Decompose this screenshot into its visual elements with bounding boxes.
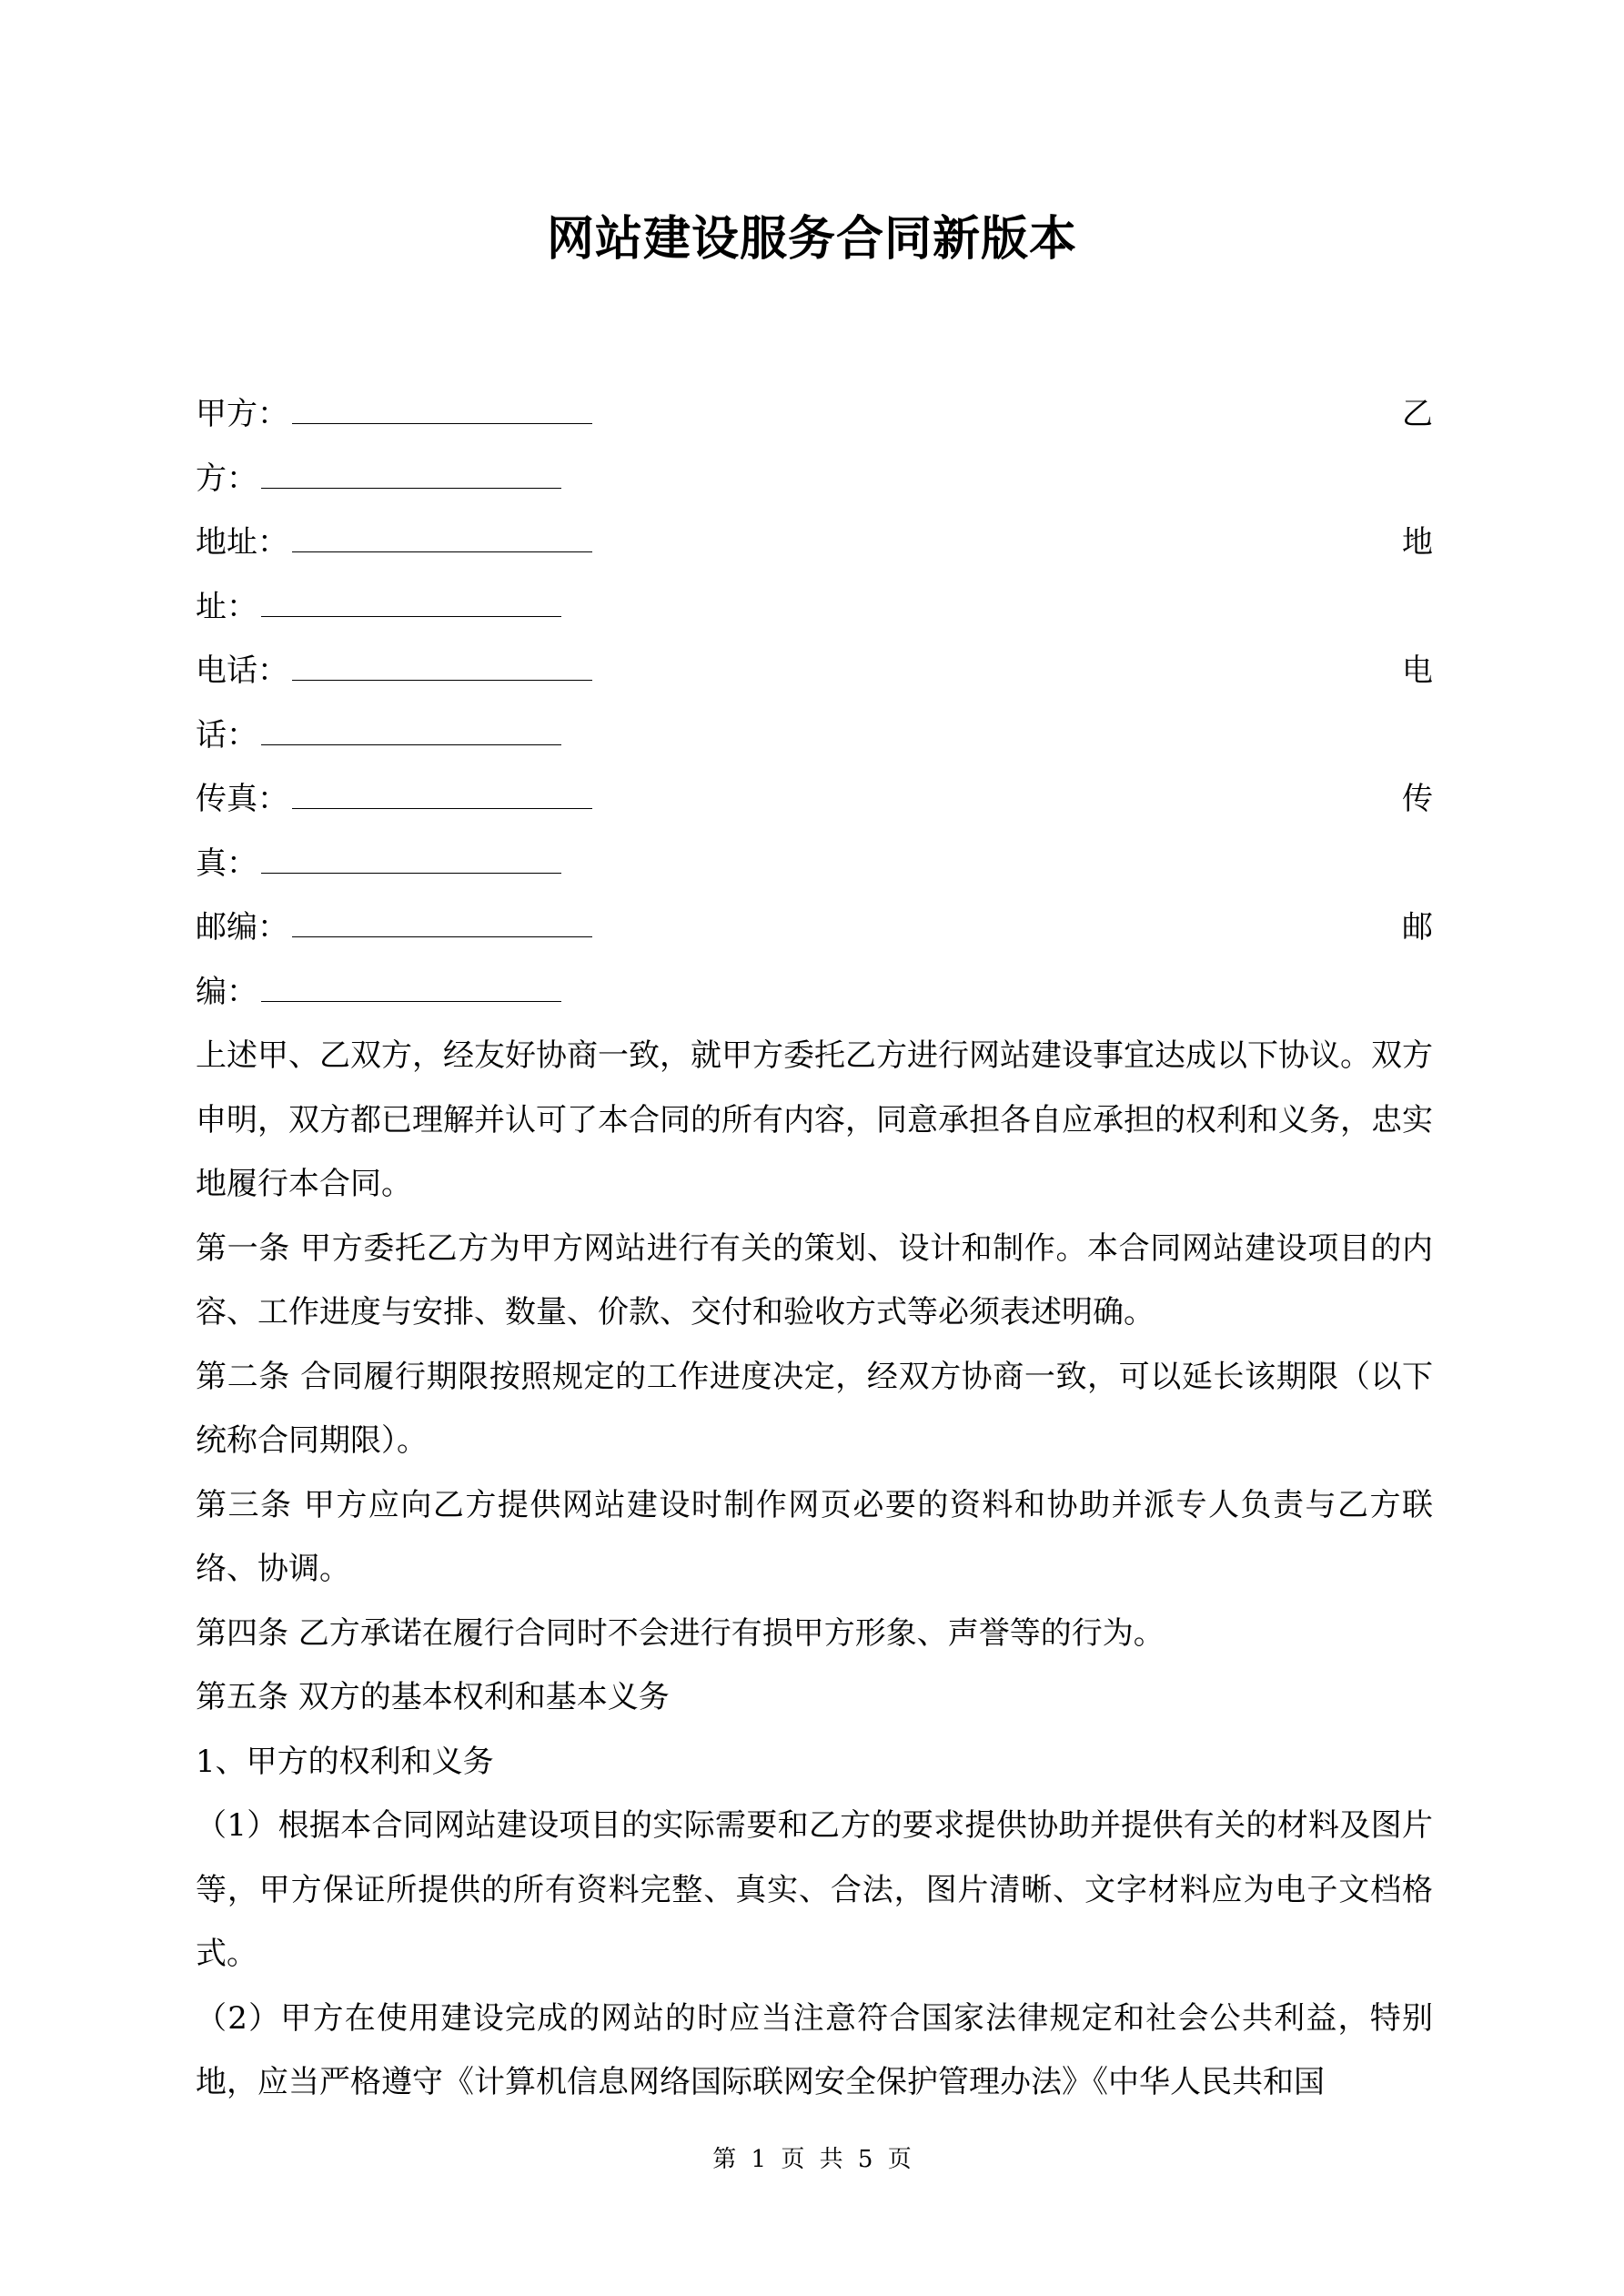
party-b-address-label-end: 址： (196, 588, 257, 625)
party-a-fax-label: 传真： (196, 781, 288, 817)
article-1-paragraph: 第一条 甲方委托乙方为甲方网站进行有关的策划、设计和制作。本合同网站建设项目的内容、工作进度与安排、数量、价款、交付和验收方式等必须表述明确。 (196, 1229, 1433, 1330)
party-b-fax-label-end: 真： (196, 845, 257, 882)
party-b-postcode-label-end: 编： (196, 973, 257, 1010)
party-b-phone-blank[interactable] (261, 708, 561, 745)
party-a-phone-label: 电话： (196, 652, 288, 689)
party-b-phone-label-end: 话： (196, 716, 257, 754)
party-b-postcode-blank[interactable] (261, 965, 561, 1002)
document-body (196, 382, 1433, 2115)
party-b-address-label-start: 地 (1402, 524, 1433, 561)
party-a-phone-blank[interactable] (292, 643, 592, 681)
preamble-paragraph: 上述甲、乙双方，经友好协商一致，就甲方委托乙方进行网站建设事宜达成以下协议。双方申明，双方都已理解并认可了本合同的所有内容，同意承担各自应承担的权利和义务，忠实地履行本合同。 (196, 1037, 1433, 1202)
document-title: 网站建设服务合同新版本 (546, 211, 1077, 267)
page-footer: 第 1 页 共 5 页 (712, 2146, 912, 2173)
party-b-name-blank[interactable] (261, 451, 561, 489)
party-a-name-blank[interactable] (292, 387, 592, 424)
party-a-name-label: 甲方： (196, 396, 288, 432)
party-a-duty-1-paragraph: （1）根据本合同网站建设项目的实际需要和乙方的要求提供协助并提供有关的材料及图片等，甲方保证所提供的所有资料完整、真实、合法，图片清晰、文字材料应为电子文档格式。 (196, 1807, 1433, 1972)
party-a-fax-blank[interactable] (292, 772, 592, 809)
party-b-phone-label-start: 电 (1402, 652, 1433, 689)
party-b-name-row (196, 447, 1433, 511)
party-b-fax-blank[interactable] (261, 836, 561, 874)
party-a-postcode-blank[interactable] (292, 900, 592, 937)
party-row-address (196, 511, 1433, 575)
article-4-paragraph: 第四条 乙方承诺在履行合同时不会进行有损甲方形象、声誉等的行为。 (196, 1614, 1165, 1652)
party-b-fax-row (196, 832, 1433, 896)
party-b-name-label-start: 乙 (1402, 396, 1433, 432)
party-b-fax-label-start: 传 (1402, 781, 1433, 817)
party-a-duty-2-paragraph: （2）甲方在使用建设完成的网站的时应当注意符合国家法律规定和社会公共利益，特别地，应当严格遵守《计算机信息网络国际联网安全保护管理办法》《中华人民共和国 (196, 1999, 1433, 2100)
party-b-phone-row (196, 703, 1433, 768)
article-2-paragraph: 第二条 合同履行期限按照规定的工作进度决定，经双方协商一致，可以延长该期限（以下统称合同期限）。 (196, 1358, 1433, 1459)
party-b-postcode-row (196, 960, 1433, 1025)
party-a-address-label: 地址： (196, 524, 288, 561)
article-3-paragraph: 第三条 甲方应向乙方提供网站建设时制作网页必要的资料和协助并派专人负责与乙方联络、协调。 (196, 1486, 1433, 1587)
party-row-phone (196, 639, 1433, 703)
party-a-duties-heading: 1、甲方的权利和义务 (196, 1743, 494, 1780)
party-a-postcode-label: 邮编： (196, 909, 288, 946)
party-b-name-label-end: 方： (196, 460, 257, 497)
party-row-fax (196, 767, 1433, 832)
party-b-address-row (196, 575, 1433, 640)
party-b-address-blank[interactable] (261, 580, 561, 617)
party-row-postcode (196, 895, 1433, 960)
party-a-address-blank[interactable] (292, 515, 592, 552)
party-b-postcode-label-start: 邮 (1402, 909, 1433, 946)
party-row-name (196, 382, 1433, 447)
article-5-heading: 第五条 双方的基本权利和基本义务 (196, 1679, 670, 1715)
